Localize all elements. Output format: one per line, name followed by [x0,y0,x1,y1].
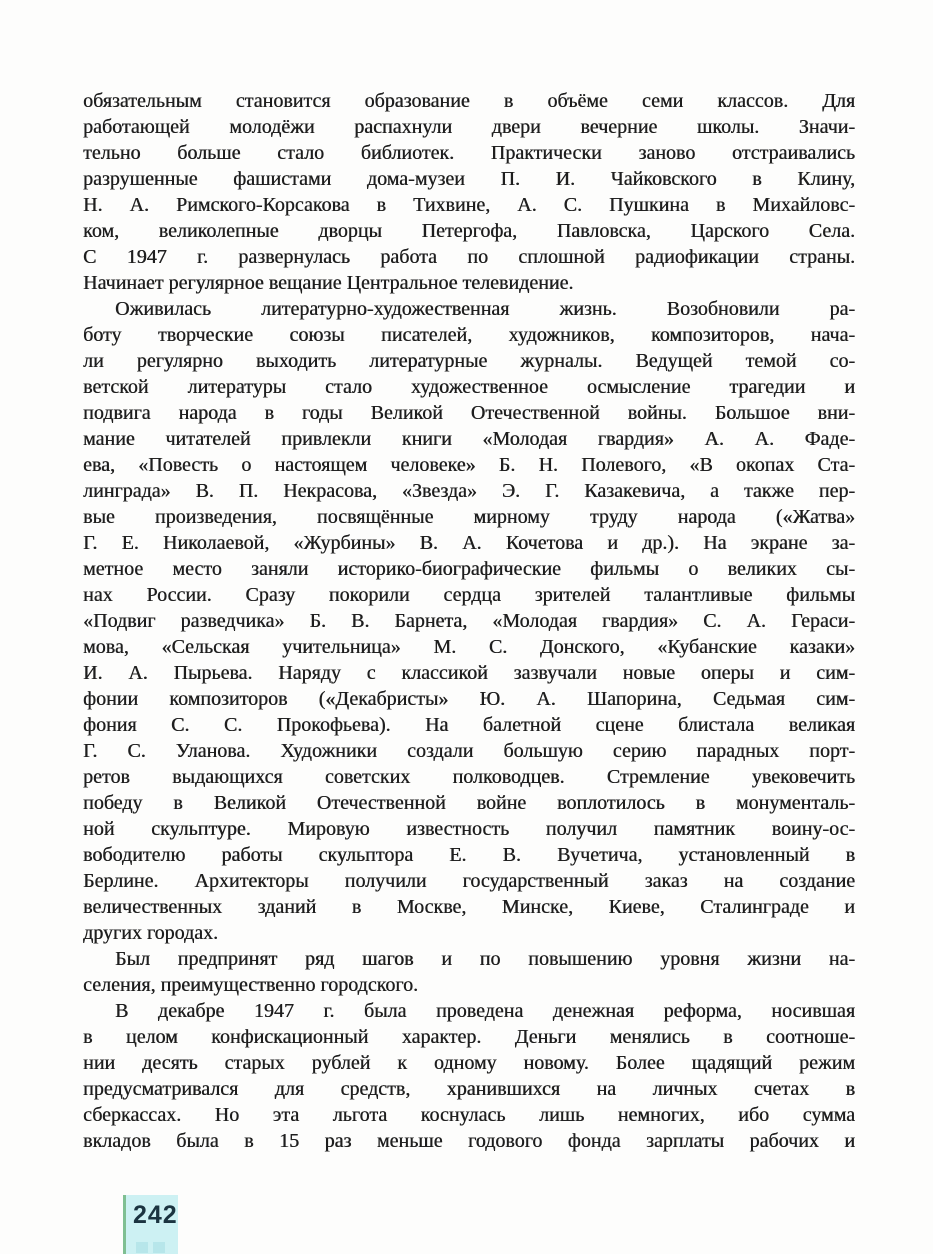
text-line: тельно больше стало библиотек. Практически заново отстраивались [83,142,855,164]
text-line: обязательным становится образование в объёме семи классов. Для [83,90,855,112]
text-line: работающей молодёжи распахнули двери вечерние школы. Значи- [83,116,855,138]
text-line: С 1947 г. развернулась работа по сплошной радиофикации страны. [83,246,855,268]
text-line: метное место заняли историко-биографические фильмы о великих сы- [83,558,855,580]
text-line: нах России. Сразу покорили сердца зрителей талантливые фильмы [83,584,855,606]
text-line: разрушенные фашистами дома-музеи П. И. Чайковского в Клину, [83,168,855,190]
text-line: нии десять старых рублей к одному новому. Более щадящий режим [83,1052,855,1074]
text-line: В декабре 1947 г. была проведена денежная реформа, носившая [115,1000,855,1022]
text-line: Был предпринят ряд шагов и по повышению уровня жизни на- [115,948,855,970]
text-line: ком, великолепные дворцы Петергофа, Павловска, Царского Села. [83,220,855,242]
text-line: вые произведения, посвящённые мирному труду народа («Жатва» [83,506,855,528]
text-line: ли регулярно выходить литературные журналы. Ведущей темой со- [83,350,855,372]
text-line: подвига народа в годы Великой Отечественной войны. Большое вни- [83,402,855,424]
text-line: ева, «Повесть о настоящем человеке» Б. Н. Полевого, «В окопах Ста- [83,454,855,476]
text-line: вкладов была в 15 раз меньше годового фонда зарплаты рабочих и [83,1130,855,1152]
text-line: ретов выдающихся советских полководцев. Стремление увековечить [83,766,855,788]
text-line: мова, «Сельская учительница» М. С. Донского, «Кубанские казаки» [83,636,855,658]
text-line: Начинает регулярное вещание Центральное телевидение. [83,272,574,294]
text-line: вободителю работы скульптора Е. В. Вучетича, установленный в [83,844,855,866]
page-number-tab [123,1195,178,1254]
text-line: Г. Е. Николаевой, «Журбины» В. А. Кочетова и др.). На экране за- [83,532,855,554]
text-line: ветской литературы стало художественное осмысление трагедии и [83,376,855,398]
text-line: предусматривался для средств, хранившихся на личных счетах в [83,1078,855,1100]
text-line: мание читателей привлекли книги «Молодая гвардия» А. А. Фаде- [83,428,855,450]
text-line: фония С. С. Прокофьева). На балетной сцене блистала великая [83,714,855,736]
page-number: 242 [133,1201,178,1229]
text-line: боту творческие союзы писателей, художников, композиторов, нача- [83,324,855,346]
bleed-through-mark [153,1242,165,1253]
text-line: «Подвиг разведчика» Б. В. Барнета, «Молодая гвардия» С. А. Гераси- [83,610,855,632]
text-line: Н. А. Римского-Корсакова в Тихвине, А. С. Пушкина в Михайловс- [83,194,855,216]
text-line: линграда» В. П. Некрасова, «Звезда» Э. Г. Казакевича, а также пер- [83,480,855,502]
text-line: сберкассах. Но эта льгота коснулась лишь немногих, ибо сумма [83,1104,855,1126]
text-line: победу в Великой Отечественной войне воплотилось в монументаль- [83,792,855,814]
text-line: фонии композиторов («Декабристы» Ю. А. Шапорина, Седьмая сим- [83,688,855,710]
text-line: селения, преимущественно городского. [83,974,418,996]
text-line: Г. С. Уланова. Художники создали большую серию парадных порт- [83,740,855,762]
bleed-through-mark [136,1242,148,1253]
text-line: Оживилась литературно-художественная жизнь. Возобновили ра- [115,298,855,320]
text-line: величественных зданий в Москве, Минске, Киеве, Сталинграде и [83,896,855,918]
text-line: ной скульптуре. Мировую известность получил памятник воину-ос- [83,818,855,840]
text-line: других городах. [83,922,218,944]
text-block [83,88,855,1154]
text-line: в целом конфискационный характер. Деньги менялись в соотноше- [83,1026,855,1048]
text-line: И. А. Пырьева. Наряду с классикой зазвучали новые оперы и сим- [83,662,855,684]
text-line: Берлине. Архитекторы получили государственный заказ на создание [83,870,855,892]
